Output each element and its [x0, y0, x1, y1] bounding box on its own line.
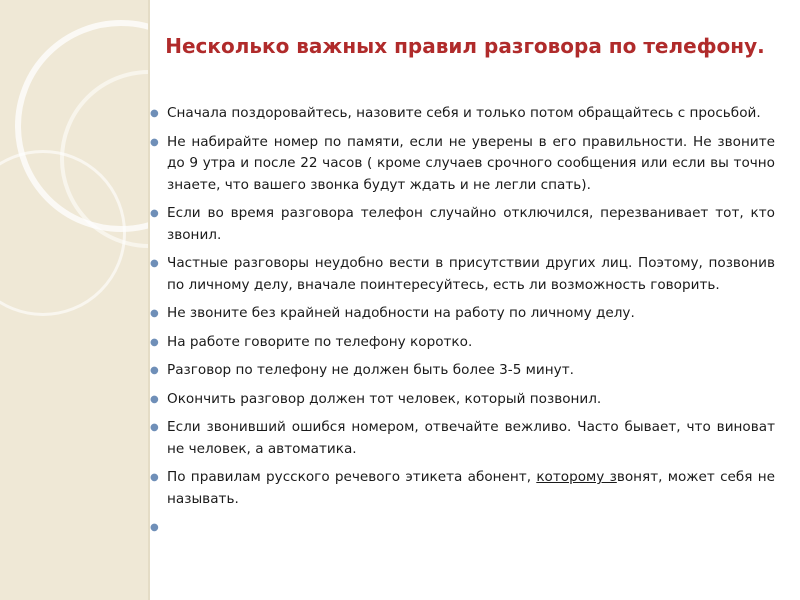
decorative-side-band — [0, 0, 150, 600]
rule-text — [167, 469, 775, 507]
rule-text: Не звоните без крайней надобности на работу по личному делу. — [167, 305, 635, 321]
bullet-icon: ● — [150, 336, 159, 348]
underlined-text: которому з — [536, 469, 617, 485]
bullet-icon: ● — [150, 522, 159, 533]
list-item — [150, 332, 775, 354]
rule-text: Частные разговоры неудобно вести в присутствии других лиц. Поэтому, позвонив по личному делу, вначале поинтересуйтесь, есть ли возможность говорить. — [167, 255, 775, 293]
bullet-icon: ● — [150, 365, 159, 376]
list-item — [150, 360, 775, 382]
rules-list — [150, 103, 775, 533]
bullet-icon: ● — [150, 208, 159, 219]
list-item — [150, 417, 775, 460]
bullet-icon: ● — [150, 422, 159, 433]
slide-content — [150, 0, 800, 600]
list-item — [150, 467, 775, 510]
list-item — [150, 103, 775, 125]
bullet-icon: ● — [150, 393, 159, 405]
rule-text: Не набирайте номер по памяти, если не уверены в его правильности. Не звоните до 9 утра и после 22 часов ( кроме случаев срочного сообщения или если вы точно знаете, что вашего звонка будут ждать и не легли спать). — [167, 133, 775, 193]
rule-text-end: вонят, может себя не называть. — [167, 469, 775, 507]
list-item — [150, 389, 775, 411]
bullet-icon: ● — [150, 108, 159, 119]
list-item — [150, 303, 775, 325]
bullet-icon: ● — [150, 136, 159, 148]
rule-text: Если во время разговора телефон случайно отключился, перезванивает тот, кто звонил. — [167, 205, 775, 243]
rule-text: Окончить разговор должен тот человек, который позвонил. — [167, 390, 602, 407]
rule-text: Разговор по телефону не должен быть более 3-5 минут. — [167, 362, 574, 378]
rule-text: Сначала поздоровайтесь, назовите себя и только потом обращайтесь с просьбой. — [167, 105, 761, 121]
list-item — [150, 203, 775, 246]
list-item — [150, 132, 775, 197]
slide-title: Несколько важных правил разговора по телефону. — [165, 34, 765, 58]
bullet-icon: ● — [150, 258, 159, 269]
bullet-icon: ● — [150, 308, 159, 319]
list-item — [150, 253, 775, 296]
rule-text-start: По правилам русского речевого этикета абонент, — [167, 469, 537, 485]
rule-text: Если звонивший ошибся номером, отвечайте вежливо. Часто бывает, что виноват не человек, а автоматика. — [167, 419, 775, 457]
rule-text: На работе говорите по телефону коротко. — [167, 333, 473, 350]
bullet-icon: ● — [150, 472, 159, 483]
